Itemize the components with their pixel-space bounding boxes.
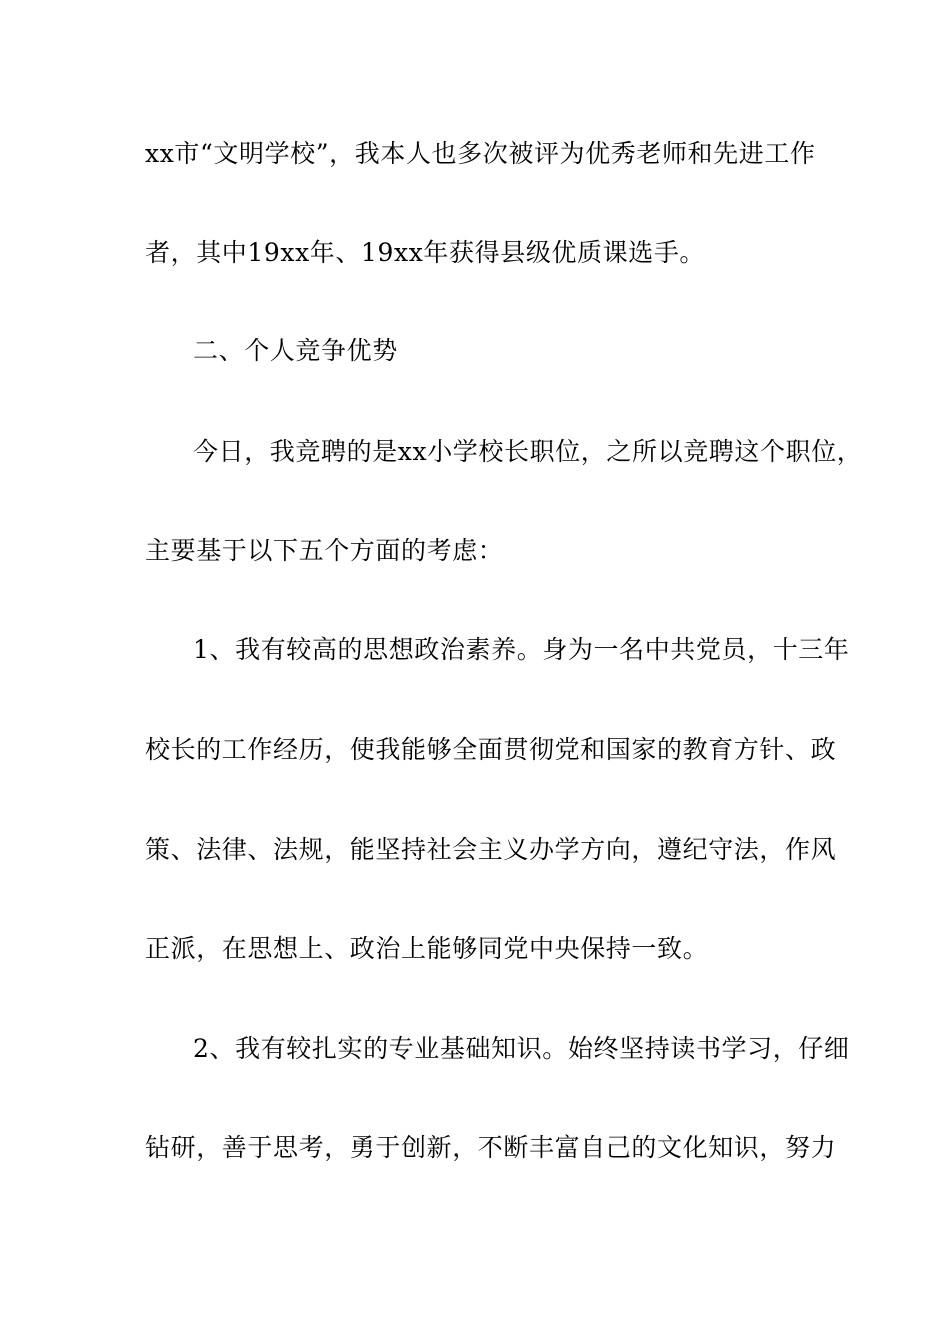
body-text-line: 者，其中19xx年、19xx年获得县级优质课选手。 [145,238,706,267]
body-text-line: 钻研，善于思考，勇于创新，不断丰富自己的文化知识，努力 [145,1133,837,1162]
body-text-line: xx市“文明学校”，我本人也多次被评为优秀老师和先进工作 [145,139,816,168]
section-heading: 二、个人竞争优势 [193,336,398,365]
paragraph-start-line: 今日，我竞聘的是xx小学校长职位，之所以竞聘这个职位， [193,437,863,466]
paragraph-start-line: 1、我有较高的思想政治素养。身为一名中共党员，十三年 [193,635,850,664]
body-text-line: 正派，在思想上、政治上能够同党中央保持一致。 [145,934,709,963]
body-text-line: 校长的工作经历，使我能够全面贯彻党和国家的教育方针、政 [145,735,837,764]
body-text-line: 策、法律、法规，能坚持社会主义办学方向，遵纪守法，作风 [145,835,837,864]
paragraph-start-line: 2、我有较扎实的专业基础知识。始终坚持读书学习，仔细 [193,1034,850,1063]
body-text-line: 主要基于以下五个方面的考虑： [145,536,504,565]
